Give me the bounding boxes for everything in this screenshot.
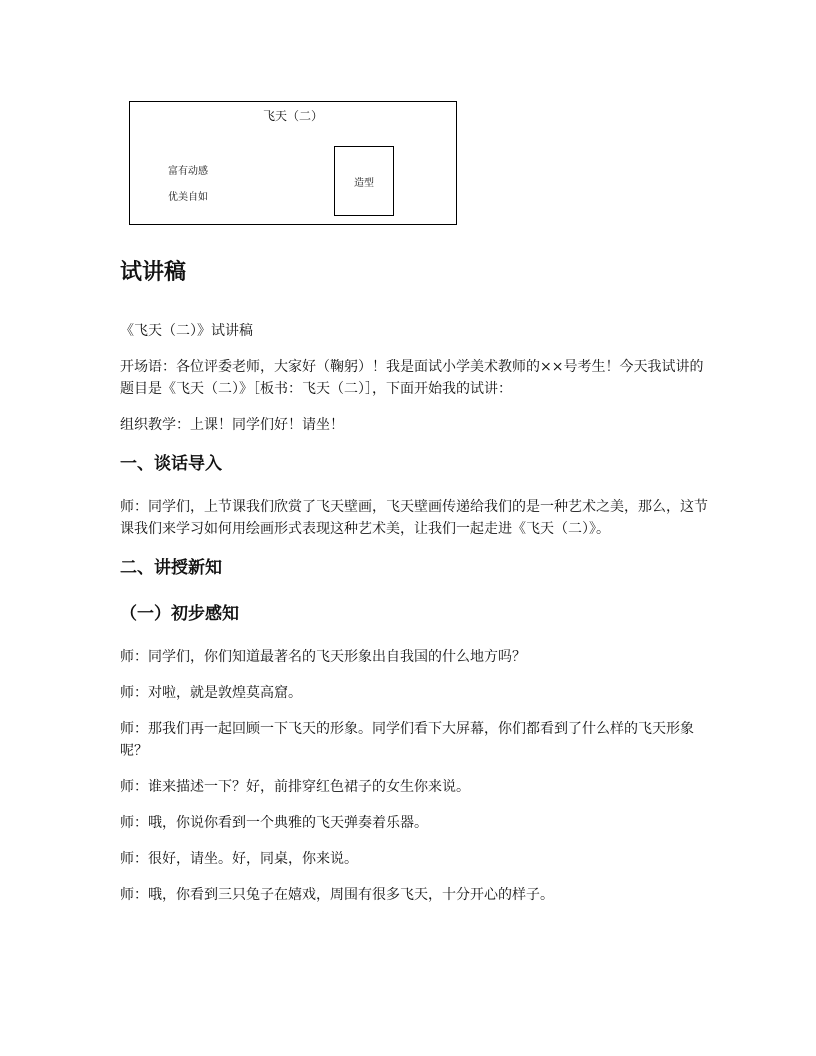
organize-paragraph: 组织教学：上课！同学们好！请坐！ <box>120 417 344 433</box>
opening-paragraph: 开场语：各位评委老师，大家好（鞠躬）！我是面试小学美术教师的××号考生！今天我试讲的题目是《飞天（二）》［板书：飞天（二）］，下面开始我的试讲： <box>120 359 704 397</box>
paragraph: 师：同学们，上节课我们欣赏了飞天壁画，飞天壁画传递给我们的是一种艺术之美，那么，这节课我们来学习如何用绘画形式表现这种艺术美，让我们一起走进《飞天（二）》。 <box>120 499 708 537</box>
section-heading: 二、讲授新知 <box>120 558 222 578</box>
blackboard-box <box>334 146 394 216</box>
paragraph: 师：哦，你说你看到一个典雅的飞天弹奏着乐器。 <box>120 815 428 831</box>
paragraph: 师：哦，你看到三只兔子在嬉戏，周围有很多飞天，十分开心的样子。 <box>120 887 554 903</box>
section-heading: 一、谈话导入 <box>120 454 222 474</box>
doc-title: 试讲稿 <box>120 260 187 285</box>
subsection-heading: （一）初步感知 <box>120 604 239 624</box>
blackboard-keyword: 优美自如 <box>168 192 208 203</box>
paragraph: 师：同学们，你们知道最著名的飞天形象出自我国的什么地方吗？ <box>120 649 526 665</box>
doc-subtitle: 《飞天（二）》试讲稿 <box>120 323 253 339</box>
blackboard-box-text: 造型 <box>354 177 374 189</box>
paragraph: 师：那我们再一起回顾一下飞天的形象。同学们看下大屏幕，你们都看到了什么样的飞天形象呢？ <box>120 721 694 759</box>
paragraph: 师：很好，请坐。好，同桌，你来说。 <box>120 851 358 867</box>
paragraph: 师：谁来描述一下？好，前排穿红色裙子的女生你来说。 <box>120 779 470 795</box>
blackboard-title: 飞天（二） <box>262 109 323 123</box>
blackboard-keyword: 富有动感 <box>168 166 208 177</box>
paragraph: 师：对啦，就是敦煌莫高窟。 <box>120 685 302 701</box>
document-body <box>120 256 712 920</box>
blackboard-design <box>129 101 457 225</box>
